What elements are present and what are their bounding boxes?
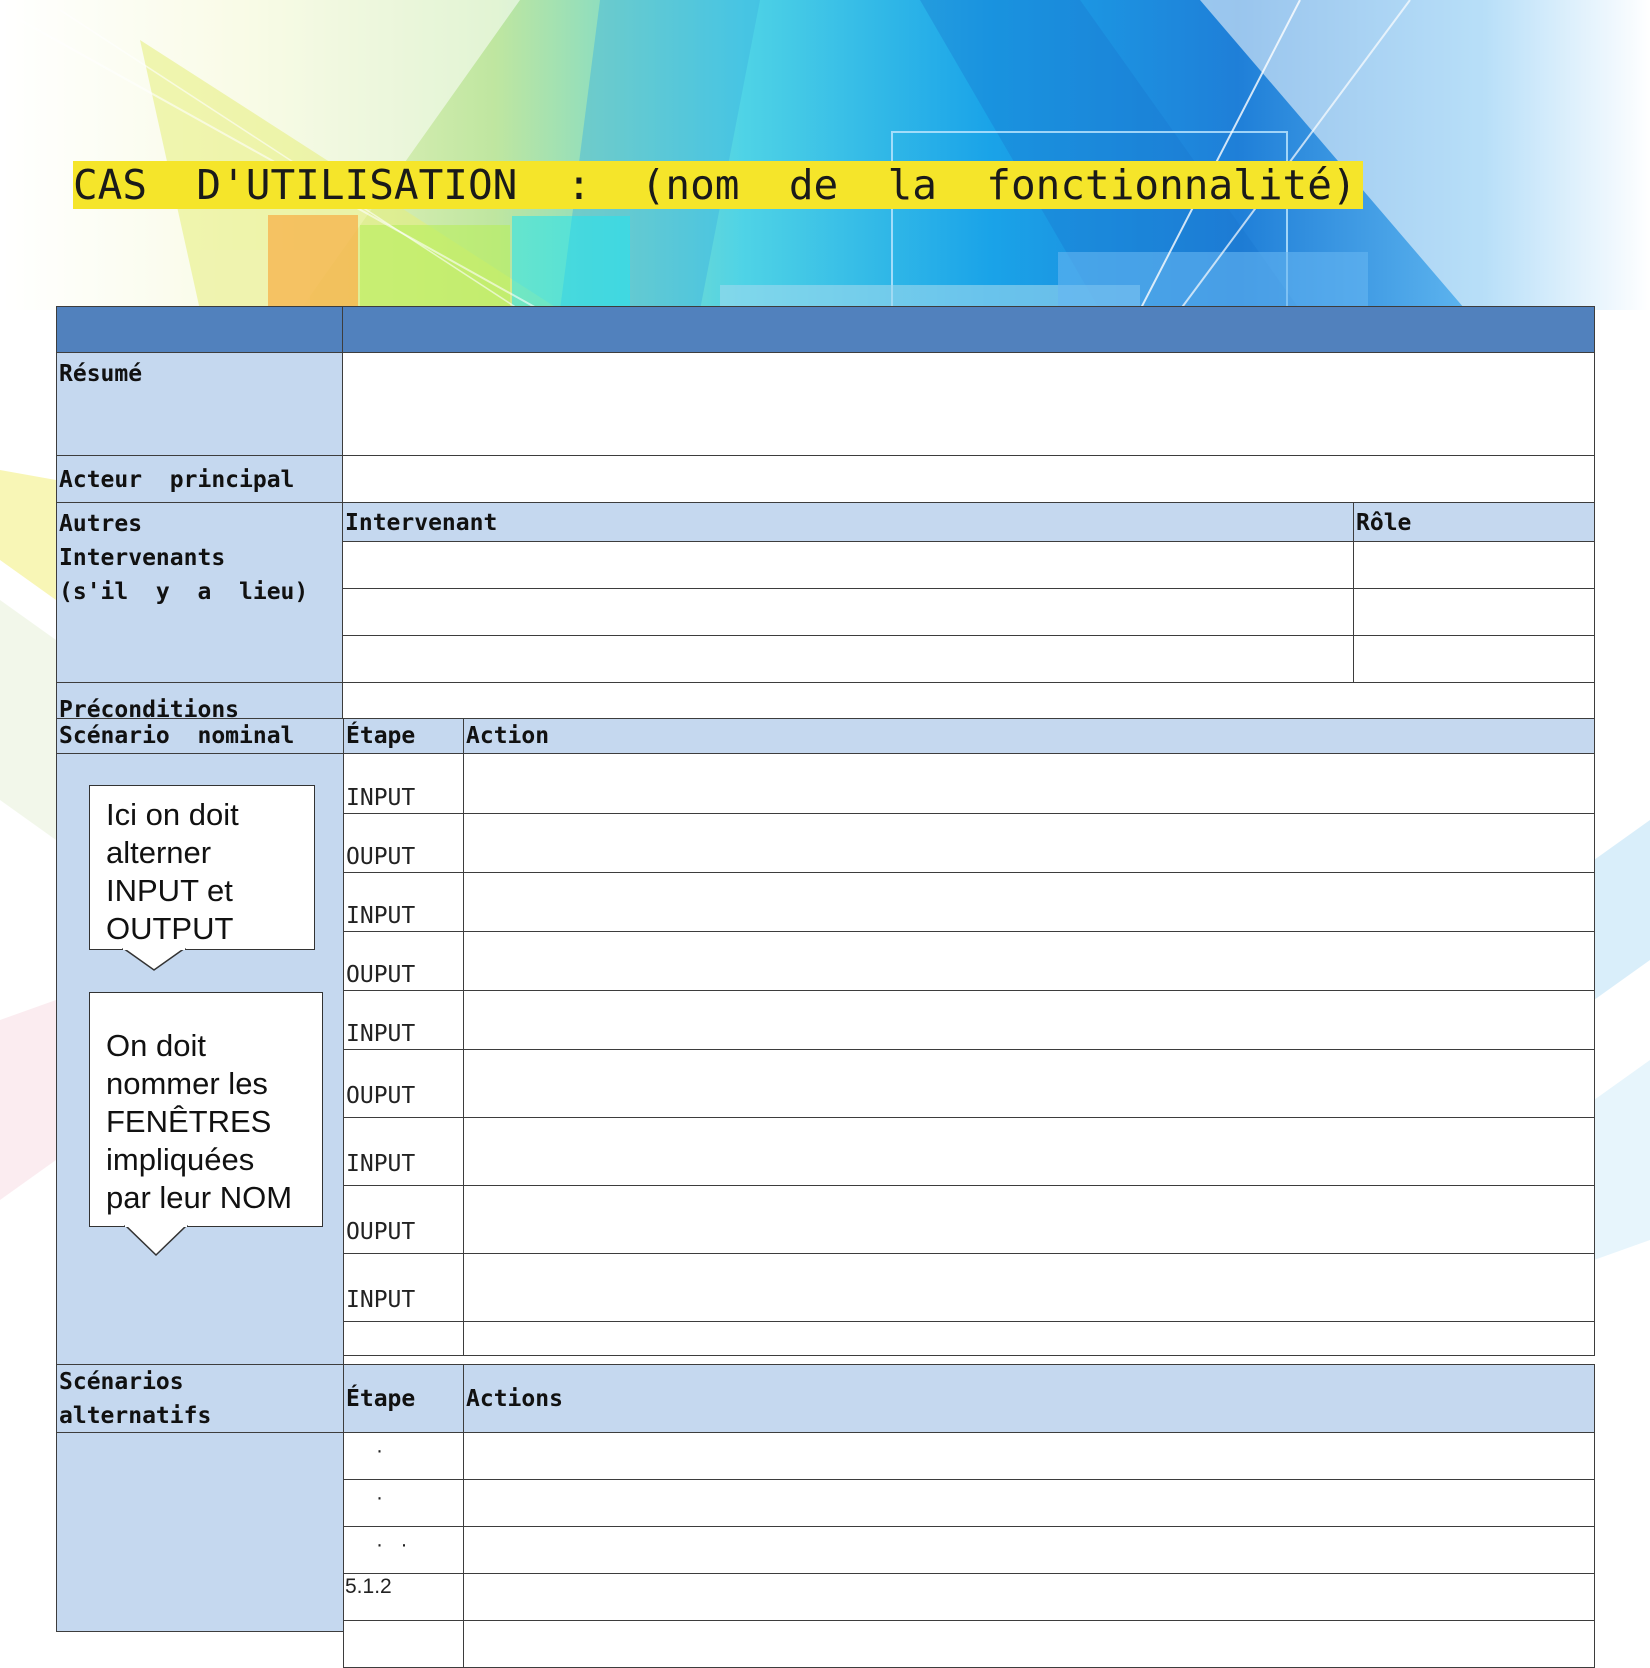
- alt-step-label: ·: [376, 1439, 383, 1462]
- alt-step-label: ·: [376, 1486, 383, 1509]
- nominal-action-cell[interactable]: [463, 931, 1595, 991]
- preconditions-label: Préconditions: [59, 697, 240, 719]
- scenario-nominal-label-cell: [56, 718, 344, 754]
- actions-header-cell: [463, 1364, 1595, 1433]
- scenarios-alternatifs-label-cell: [56, 1364, 344, 1433]
- role-cell[interactable]: [1353, 635, 1595, 683]
- callout-alternate-input-output: [89, 785, 315, 950]
- action-header-cell: [463, 718, 1595, 754]
- nominal-step-cell[interactable]: [343, 753, 464, 814]
- header-label-cell: [56, 306, 343, 353]
- intervenant-cell[interactable]: [342, 588, 1354, 636]
- alt-step-cell[interactable]: [343, 1573, 464, 1621]
- etape-header-cell: [343, 718, 464, 754]
- alt-step-label: · ·: [376, 1533, 408, 1556]
- nominal-action-cell[interactable]: [463, 990, 1595, 1050]
- resume-label-cell: [56, 352, 343, 456]
- scenarios-alternatifs-label: Scénarios alternatifs: [59, 1369, 212, 1429]
- nominal-action-cell[interactable]: [463, 1049, 1595, 1118]
- role-cell[interactable]: [1353, 541, 1595, 589]
- nominal-step-label: OUPUT: [346, 1083, 416, 1109]
- nominal-action-cell[interactable]: [463, 1117, 1595, 1186]
- nominal-action-cell[interactable]: [463, 872, 1595, 932]
- alt-action-cell[interactable]: [463, 1620, 1595, 1668]
- resume-label: Résumé: [59, 361, 143, 387]
- nominal-step-cell[interactable]: [343, 990, 464, 1050]
- callout-text: On doit nommer les FENÊTRES impliquées par leur NOM: [106, 1028, 293, 1215]
- alt-action-cell[interactable]: [463, 1526, 1595, 1574]
- acteur-label: Acteur principal: [59, 467, 295, 493]
- nominal-step-cell[interactable]: [343, 1049, 464, 1118]
- alt-step-cell[interactable]: [343, 1479, 464, 1527]
- callout-pointer-icon: [122, 948, 186, 972]
- intervenant-cell[interactable]: [342, 635, 1354, 683]
- alt-step-cell[interactable]: [343, 1620, 464, 1668]
- action-header: Action: [466, 723, 550, 749]
- title-block: [73, 161, 1363, 209]
- header-value-cell: [342, 306, 1595, 353]
- nominal-action-cell[interactable]: [463, 1185, 1595, 1254]
- nominal-action-cell[interactable]: [463, 753, 1595, 814]
- autres-label: Autres Intervenants (s'il y a lieu): [59, 511, 309, 605]
- actions-header: Actions: [466, 1386, 563, 1412]
- alt-action-cell[interactable]: [463, 1479, 1595, 1527]
- preconditions-label-cell: [56, 682, 343, 719]
- nominal-step-cell[interactable]: [343, 1253, 464, 1322]
- nominal-step-cell[interactable]: [343, 1185, 464, 1254]
- nominal-step-label: INPUT: [346, 903, 416, 929]
- role-header: Rôle: [1356, 510, 1412, 536]
- alt-step-cell[interactable]: [343, 1432, 464, 1480]
- role-cell[interactable]: [1353, 588, 1595, 636]
- nominal-step-cell[interactable]: [343, 813, 464, 873]
- nominal-step-label: INPUT: [346, 1151, 416, 1177]
- alt-action-cell[interactable]: [463, 1432, 1595, 1480]
- acteur-value-cell[interactable]: [342, 455, 1595, 503]
- callout-pointer-icon: [124, 1225, 188, 1257]
- etape-alt-header-cell: [343, 1364, 464, 1433]
- nominal-step-cell[interactable]: [343, 872, 464, 932]
- nominal-step-label: OUPUT: [346, 844, 416, 870]
- scenarios-alternatifs-body: [56, 1432, 344, 1632]
- alt-step-label: 5.1.2: [345, 1575, 392, 1598]
- etape-header: Étape: [346, 723, 416, 749]
- nominal-action-cell[interactable]: [463, 813, 1595, 873]
- preconditions-value-cell[interactable]: [342, 682, 1595, 719]
- nominal-step-label: INPUT: [346, 1287, 416, 1313]
- nominal-step-label: INPUT: [346, 1021, 416, 1047]
- intervenant-header-cell: [342, 502, 1354, 542]
- autres-label-cell: [56, 502, 343, 683]
- nominal-action-cell[interactable]: [463, 1253, 1595, 1322]
- nominal-step-label: INPUT: [346, 785, 416, 811]
- alt-action-cell[interactable]: [463, 1573, 1595, 1621]
- nominal-step-label: OUPUT: [346, 962, 416, 988]
- intervenant-header: Intervenant: [345, 510, 498, 536]
- scenario-nominal-label: Scénario nominal: [59, 723, 295, 749]
- callout-text: Ici on doit alterner INPUT et OUTPUT: [106, 797, 239, 946]
- nominal-step-cell[interactable]: [343, 1321, 464, 1356]
- nominal-step-label: OUPUT: [346, 1219, 416, 1245]
- role-header-cell: [1353, 502, 1595, 542]
- nominal-step-cell[interactable]: [343, 1117, 464, 1186]
- nominal-step-cell[interactable]: [343, 931, 464, 991]
- nominal-action-cell[interactable]: [463, 1321, 1595, 1356]
- page-title: CAS D'UTILISATION : (nom de la fonctionnalité): [73, 161, 1363, 209]
- acteur-label-cell: [56, 455, 343, 503]
- callout-name-windows: [89, 992, 323, 1227]
- etape-alt-header: Étape: [346, 1386, 416, 1412]
- intervenant-cell[interactable]: [342, 541, 1354, 589]
- alt-step-cell[interactable]: [343, 1526, 464, 1574]
- resume-value-cell[interactable]: [342, 352, 1595, 456]
